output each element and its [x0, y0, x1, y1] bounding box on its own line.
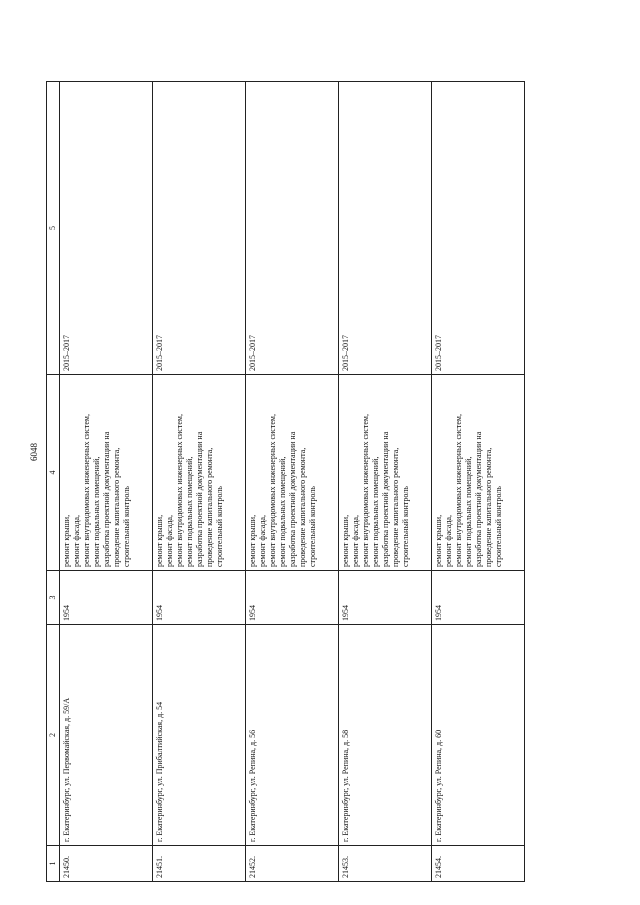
work-type-line: проведение капитального ремонта, — [391, 447, 400, 567]
column-number-3: 3 — [47, 571, 60, 625]
table-row — [432, 82, 525, 882]
table-body — [60, 82, 525, 882]
repair-schedule-table — [46, 81, 525, 882]
address-cell: г. Екатеринбург, ул. Репина, д. 60 — [432, 625, 525, 846]
work-type-line: ремонт крыши, — [248, 514, 257, 567]
work-types-cell — [153, 375, 246, 571]
work-type-line: проведение капитального ремонта, — [205, 447, 214, 567]
work-type-line: проведение капитального ремонта, — [298, 447, 307, 567]
table-row — [60, 82, 153, 882]
work-type-line: проведение капитального ремонта, — [484, 447, 493, 567]
table-row — [246, 82, 339, 882]
work-type-line: ремонт фасада, — [165, 515, 174, 567]
work-type-line: строительный контроль — [215, 486, 224, 567]
work-type-line: ремонт фасада, — [72, 515, 81, 567]
row-number: 21453. — [339, 846, 432, 882]
work-type-line: разработка проектной документации на — [381, 431, 390, 567]
repair-period-cell: 2015–2017 — [246, 82, 339, 375]
row-number: 21452. — [246, 846, 339, 882]
work-type-line: ремонт внутридомовых инженерных систем, — [175, 414, 184, 567]
column-number-5: 5 — [47, 82, 60, 375]
work-type-line: ремонт фасада, — [258, 515, 267, 567]
table-header-row — [47, 82, 60, 882]
work-type-line: строительный контроль — [308, 486, 317, 567]
work-type-line: ремонт подвальных помещений, — [464, 456, 473, 567]
work-type-line: ремонт подвальных помещений, — [92, 456, 101, 567]
column-number-4: 4 — [47, 375, 60, 571]
repair-period-cell: 2015–2017 — [60, 82, 153, 375]
row-number: 21454. — [432, 846, 525, 882]
work-type-line: строительный контроль — [122, 486, 131, 567]
work-type-line: ремонт фасада, — [444, 515, 453, 567]
work-type-line: ремонт крыши, — [62, 514, 71, 567]
work-type-line: проведение капитального ремонта, — [112, 447, 121, 567]
repair-period-cell: 2015–2017 — [432, 82, 525, 375]
table-row — [339, 82, 432, 882]
construction-year-cell: 1954 — [60, 571, 153, 625]
column-number-1: 1 — [47, 846, 60, 882]
work-type-line: ремонт подвальных помещений, — [278, 456, 287, 567]
work-type-line: ремонт внутридомовых инженерных систем, — [268, 414, 277, 567]
address-cell: г. Екатеринбург, ул. Репина, д. 56 — [246, 625, 339, 846]
work-types-cell — [246, 375, 339, 571]
construction-year-cell: 1954 — [432, 571, 525, 625]
work-type-line: ремонт подвальных помещений, — [371, 456, 380, 567]
repair-period-cell: 2015–2017 — [153, 82, 246, 375]
table-row — [153, 82, 246, 882]
work-types-cell — [432, 375, 525, 571]
work-types-cell — [339, 375, 432, 571]
work-type-line: разработка проектной документации на — [102, 431, 111, 567]
construction-year-cell: 1954 — [153, 571, 246, 625]
work-type-line: ремонт фасада, — [351, 515, 360, 567]
work-type-line: ремонт внутридомовых инженерных систем, — [361, 414, 370, 567]
work-type-line: строительный контроль — [401, 486, 410, 567]
construction-year-cell: 1954 — [246, 571, 339, 625]
work-type-line: разработка проектной документации на — [195, 431, 204, 567]
construction-year-cell: 1954 — [339, 571, 432, 625]
row-number: 21451. — [153, 846, 246, 882]
work-type-line: ремонт крыши, — [434, 514, 443, 567]
page-number: 6048 — [29, 443, 39, 461]
repair-period-cell: 2015–2017 — [339, 82, 432, 375]
column-number-2: 2 — [47, 625, 60, 846]
rotated-page-content — [46, 82, 556, 882]
work-type-line: ремонт крыши, — [341, 514, 350, 567]
work-types-cell — [60, 375, 153, 571]
work-type-line: разработка проектной документации на — [288, 431, 297, 567]
address-cell: г. Екатеринбург, ул. Репина, д. 58 — [339, 625, 432, 846]
work-type-line: строительный контроль — [494, 486, 503, 567]
work-type-line: ремонт подвальных помещений, — [185, 456, 194, 567]
work-type-line: ремонт крыши, — [155, 514, 164, 567]
address-cell: г. Екатеринбург, ул. Прибалтийская, д. 54 — [153, 625, 246, 846]
work-type-line: ремонт внутридомовых инженерных систем, — [82, 414, 91, 567]
work-type-line: ремонт внутридомовых инженерных систем, — [454, 414, 463, 567]
address-cell: г. Екатеринбург, ул. Первомайская, д. 59/А — [60, 625, 153, 846]
row-number: 21450. — [60, 846, 153, 882]
work-type-line: разработка проектной документации на — [474, 431, 483, 567]
